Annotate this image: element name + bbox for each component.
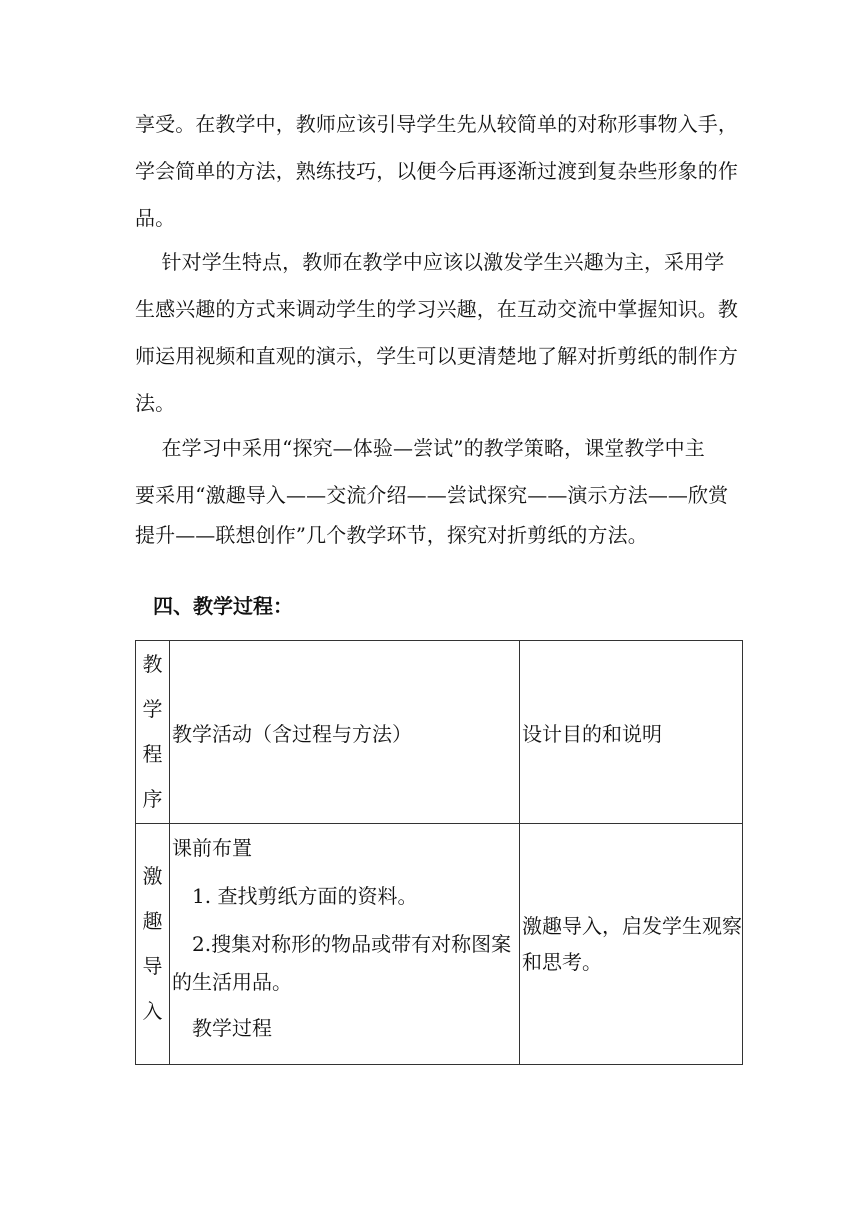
paragraph-3-line-1: 在学习中采用“探究—体验—尝试”的教学策略，课堂教学中主	[135, 436, 705, 460]
header-char: 序	[142, 787, 163, 811]
header-col-purpose: 设计目的和说明	[520, 641, 743, 824]
stage-char: 激	[142, 864, 163, 888]
stage-char: 导	[142, 954, 163, 978]
paragraph-1-line-1: 享受。在教学中，教师应该引导学生先从较简单的对称形事物入手，	[135, 112, 738, 136]
stage-char: 趣	[142, 909, 163, 933]
activity-line: 1. 查找剪纸方面的资料。	[192, 884, 418, 908]
header-char: 程	[142, 742, 163, 766]
paragraph-2-line-4: 法。	[135, 391, 176, 415]
table-row	[136, 824, 743, 1065]
teaching-process-table	[135, 640, 743, 1065]
stage-char: 入	[142, 999, 163, 1023]
paragraph-2-line-1: 针对学生特点，教师在教学中应该以激发学生兴趣为主，采用学	[135, 250, 725, 274]
activity-line: 的生活用品。	[172, 970, 292, 994]
paragraph-1-line-3: 品。	[135, 206, 176, 230]
paragraph-2-line-3: 师运用视频和直观的演示，学生可以更清楚地了解对折剪纸的制作方	[135, 344, 738, 368]
header-char: 教	[142, 652, 163, 676]
activity-line: 教学过程	[192, 1016, 272, 1040]
header-char: 学	[142, 697, 163, 721]
paragraph-1-line-2: 学会简单的方法，熟练技巧，以便今后再逐渐过渡到复杂些形象的作	[135, 159, 738, 183]
activity-line: 2.搜集对称形的物品或带有对称图案	[192, 932, 512, 956]
row-purpose	[520, 824, 743, 1065]
purpose-line: 激趣导入，启发学生观察	[522, 914, 742, 938]
activity-line: 课前布置	[172, 836, 252, 860]
row-stage-intro	[136, 824, 170, 1065]
table-header-row	[136, 641, 743, 824]
header-col-procedure	[136, 641, 170, 824]
paragraph-3-line-3: 提升——联想创作”几个教学环节，探究对折剪纸的方法。	[135, 523, 648, 547]
purpose-line: 和思考。	[522, 950, 602, 974]
section-heading: 四、教学过程：	[153, 594, 293, 618]
header-col-activity: 教学活动（含过程与方法）	[170, 641, 520, 824]
row-activity	[170, 824, 520, 1065]
paragraph-3-line-2: 要采用“激趣导入——交流介绍——尝试探究——演示方法——欣赏	[135, 483, 729, 507]
paragraph-2-line-2: 生感兴趣的方式来调动学生的学习兴趣，在互动交流中掌握知识。教	[135, 297, 738, 321]
